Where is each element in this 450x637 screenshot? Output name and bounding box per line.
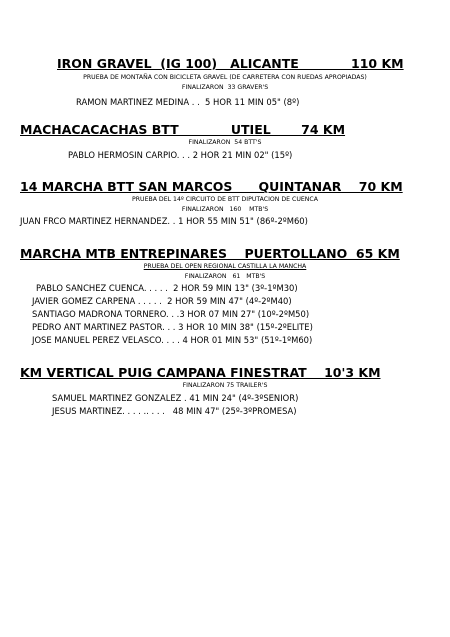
result-entry: SANTIAGO MADRONA TORNERO. . .3 HOR 07 MIN 27" (10º-2ºM50) [32,309,310,319]
result-entry: JUAN FRCO MARTINEZ HERNANDEZ. . 1 HOR 55 MIN 51" (86º-2ºM60) [20,216,308,226]
finishers-count: FINALIZARON 61 MTB'S [184,273,266,280]
event-description: PRUEBA DEL OPEN REGIONAL CASTILLA LA MANCHA [143,263,307,270]
finishers-count: FINALIZARON 75 TRAILER'S [182,382,268,389]
event-title-machacacachas: MACHACACACHAS BTT UTIEL 74 KM [20,122,346,137]
event-title-km-vertical: KM VERTICAL PUIG CAMPANA FINESTRAT 10'3 KM [20,365,381,380]
result-entry: PEDRO ANT MARTINEZ PASTOR. . . 3 HOR 10 MIN 38" (15º-2ºELITE) [32,322,313,332]
event-title-entrepinares: MARCHA MTB ENTREPINARES PUERTOLLANO 65 KM [20,246,400,261]
event-description: PRUEBA DEL 14º CIRCUITO DE BTT DIPUTACION DE CUENCA [132,196,318,203]
result-entry: JESUS MARTINEZ. . . . .. . . . 48 MIN 47" (25º-3ºPROMESA) [52,406,297,416]
result-entry: PABLO HERMOSIN CARPIO. . . 2 HOR 21 MIN 02" (15º) [68,150,293,160]
result-entry: RAMON MARTINEZ MEDINA . . 5 HOR 11 MIN 05" (8º) [76,97,300,107]
finishers-count: FINALIZARON 160 MTB'S [181,206,269,213]
event-title-iron-gravel: IRON GRAVEL (IG 100) ALICANTE 110 KM [57,56,404,71]
result-entry: PABLO SANCHEZ CUENCA. . . . . 2 HOR 59 MIN 13" (3º-1ºM30) [36,283,298,293]
finishers-count: FINALIZARON 54 BTT'S [188,139,262,146]
finishers-count: FINALIZARON 33 GRAVER'S [181,84,269,91]
result-entry: JAVIER GOMEZ CARPENA . . . . . 2 HOR 59 MIN 47" (4º-2ºM40) [32,296,292,306]
event-description: PRUEBA DE MONTAÑA CON BICICLETA GRAVEL (DE CARRETERA CON RUEDAS APROPIADAS) [83,74,367,81]
event-title-san-marcos: 14 MARCHA BTT SAN MARCOS QUINTANAR 70 KM [20,179,403,194]
result-entry: SAMUEL MARTINEZ GONZALEZ . 41 MIN 24" (4º-3ºSENIOR) [52,393,299,403]
result-entry: JOSE MANUEL PEREZ VELASCO. . . . 4 HOR 01 MIN 53" (51º-1ºM60) [32,335,313,345]
